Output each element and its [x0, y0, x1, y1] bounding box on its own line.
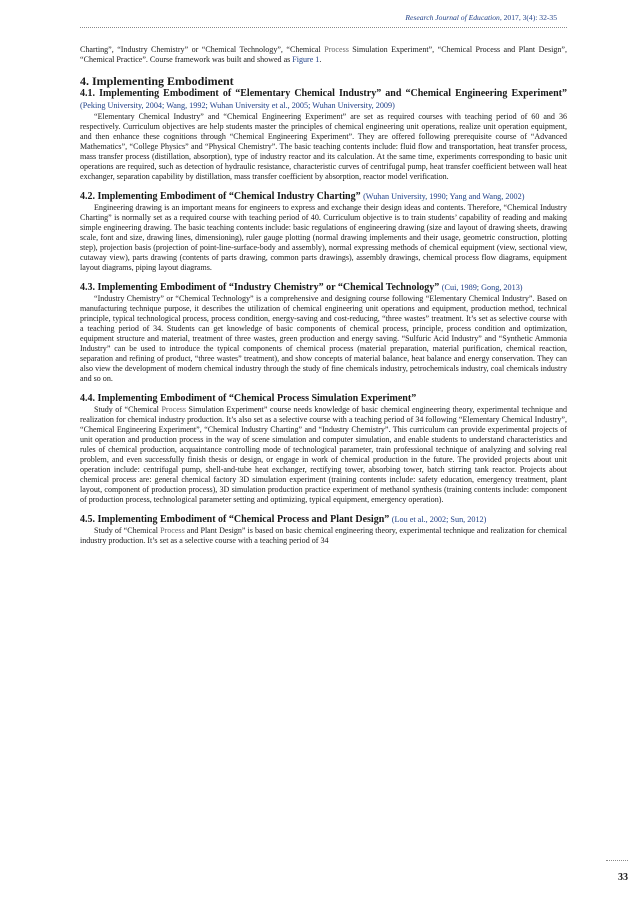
section-4-1-citation[interactable]: (Peking University, 2004; Wang, 1992; Wuhan University et al., 2005; Wuhan University, 2009) [80, 101, 395, 110]
figure-1-link[interactable]: Figure 1 [292, 55, 320, 64]
section-4-3-heading: 4.3. Implementing Embodiment of “Industry Chemistry” or “Chemical Technology” (Cui, 1989; Gong, 2013) [80, 282, 523, 293]
footer-divider [606, 860, 628, 861]
article-body [80, 45, 567, 546]
section-4-2-body: Engineering drawing is an important means for engineers to express and exchange their design ideas and contents. Therefore, “Chemical Industry Charting” is normally set as a required course with teaching period of 40. Curriculum objective is to train students’ capability of reading and making simple engineering drawing. The basic teaching contents include: basic regulations of engineering drawing (size and layout of drawing sheets, drawing scale, font and size, drawing lines, dimensioning), ruler gauge plotting (normal drawing implements and their usage, geometric construction, plotting step), projection basis (projection of point-line-surface-body and assembly), normal expressing methods of chemical equipment (view, sectional view, cutaway view), parts drawing (contents of parts drawing, common parts drawings), assembly drawings, chemical process flow diagrams, equipment layout diagrams, piping layout diagrams. [80, 203, 567, 272]
section-4-2-citation[interactable]: (Wuhan University, 1990; Yang and Wang, 2002) [363, 192, 525, 201]
section-4-4-heading: 4.4. Implementing Embodiment of “Chemical Process Simulation Experiment” [80, 393, 417, 404]
section-4-title: 4. Implementing Embodiment [80, 74, 234, 88]
header-divider [80, 27, 567, 29]
section-4-4-body: Study of “Chemical Process Simulation Experiment” course needs knowledge of basic chemical engineering theory, experimental technique and realization for chemical industry production. It’s also set as a selective course with a teaching period of 34 following “Elementary Chemical Industry”, “Chemical Engineering Experiment”, “Chemical Industry Charting” and “Industry Chemistry”. This curriculum can provide experimental projects of unit operation and production process in the way of scene simulation and computer simulation, and enable students to understand characteristics and rules of chemical production, acquaintance controlling mode of technological parameter, train professional technique of analyzing and solving real problem, and even successfully finish thesis or design, or engage in work of chemical production in the future. The provided projects about unit operation include: centrifugal pump, shell-and-tube heat exchanger, rectifying tower, absorbing tower, batch stirring tank reactor. Projects about chemical process are: general chemical factory 3D simulation experiment (training contents include: safety education, emergency treatment, plant layout, component of production process), 3D simulation production practice experiment of methanol synthesis (training contents include: component of production process, technological parameter setting and optimizing, typical equipment, emergency operation). [80, 405, 567, 504]
journal-name: Research Journal of Education [405, 13, 500, 22]
journal-volume: , 2017, 3(4): 32-35 [499, 13, 557, 22]
section-4-5-body: Study of “Chemical Process and Plant Design” is based on basic chemical engineering theory, experimental technique and realization for chemical industry production. It’s set as a selective course with a teaching period of 34 [80, 526, 567, 545]
section-4-3-body: “Industry Chemistry” or “Chemical Technology” is a comprehensive and designing course following “Elementary Chemical Industry”. Based on manufacturing technique purpose, it describes the utilization of chemical engineering unit operations and equipment, production method, technical principle, typical technological process, process condition, energy-saving and cost-reducing, “three wastes” treatment. It’s set as selective course with a teaching period of 34. Students can get knowledge of basic components of chemical process, principle, process condition and optimization, equipment structure and material, treatment of three wastes, green production and energy saving. “Sulfuric Acid Industry” and “Synthetic Ammonia Industry” can be used to introduce the typical components of chemical process (material preparation, material purification, chemical reaction, separation and refining of product, “three wastes” treatment), and show concepts of material balance, heat balance and energy conservation. They can also view the development of modern chemical industry through the study of fine chemicals industry, petrochemicals industry, coal chemicals industry and so on. [80, 294, 567, 383]
section-4-5-heading: 4.5. Implementing Embodiment of “Chemical Process and Plant Design” (Lou et al., 2002; Sun, 2012) [80, 514, 487, 525]
section-4-3-citation[interactable]: (Cui, 1989; Gong, 2013) [441, 283, 523, 292]
section-4-1-heading: 4.1. Implementing Embodiment of “Elementary Chemical Industry” and “Chemical Engineering Experiment” (Peking University, 2004; Wang, 1992; Wuhan University et al., 2005; Wuhan University, 2009) [80, 88, 567, 110]
section-4-5-citation[interactable]: (Lou et al., 2002; Sun, 2012) [391, 515, 487, 524]
running-header [70, 14, 557, 22]
section-4-2-heading: 4.2. Implementing Embodiment of “Chemical Industry Charting” (Wuhan University, 1990; Yang and Wang, 2002) [80, 191, 525, 202]
intro-paragraph: Charting”, “Industry Chemistry” or “Chemical Technology”, “Chemical Process Simulation Experiment”, “Chemical Process and Plant Design”, “Chemical Practice”. Course framework was built and showed as Figure 1. [80, 45, 567, 64]
section-4-1-body: “Elementary Chemical Industry” and “Chemical Engineering Experiment” are set as required courses with teaching period of 60 and 36 respectively. Curriculum objectives are help students master the principles of chemical engineering unit operations, realize unit operation equipment, and then enhance these cognitions through “Chemical Engineering Experiment”. They are offered following prerequisite course of “Advanced Mathematics”, “College Physics” and “Physical Chemistry”. The basic teaching contents include: fluid flow and transportation, heat transfer process, mass transfer process (distillation, absorption), type of industry reactor and its calculation. At the same time, experiments corresponding to basic unit operations are required, such as detection of hydraulic resistance, characteristic curves of centrifugal pump, heat transfer coefficient between wall heat exchanger, separation capability by distillation, mass transfer coefficient by absorption, reactor model verification. [80, 112, 567, 181]
page-number: 33 [618, 872, 628, 883]
